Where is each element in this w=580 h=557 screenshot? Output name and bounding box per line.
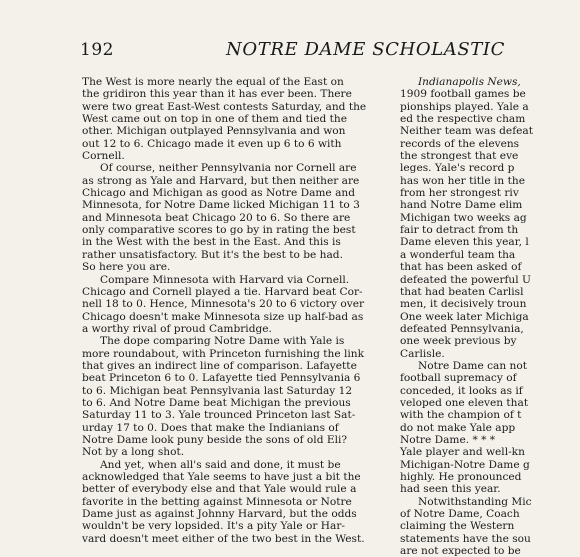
body-line: rather unsatisfactory. But it's the best to be had. <box>82 248 343 261</box>
body-line: wouldn't be very lopsided. It's a pity Yale or Har- <box>82 520 345 533</box>
source-credit: Indianapolis News, <box>418 76 521 88</box>
body-line: Not by a long shot. <box>82 446 185 459</box>
page-number: 192 <box>80 40 114 60</box>
body-line: that has been asked of <box>400 261 522 274</box>
body-line: pionships played. Yale a <box>400 100 529 113</box>
body-line: Chicago and Michigan as good as Notre Dame and <box>82 187 355 200</box>
body-line: football supremacy of <box>400 372 517 385</box>
body-line: are not expected to be <box>400 545 521 557</box>
body-line: Notwithstanding Mic <box>418 495 532 508</box>
body-line: that had beaten Carlisl <box>400 285 524 298</box>
body-line: records of the elevens <box>400 137 520 150</box>
body-line: defeated Pennsylvania, <box>400 322 524 335</box>
body-line: conceded, it looks as if <box>400 384 523 397</box>
body-line: Compare Minnesota with Harvard via Cornell. <box>100 273 350 286</box>
body-line: urday 17 to 0. Does that make the Indianians of <box>82 421 339 434</box>
body-line: Dame just as against Johnny Harvard, but the odds <box>82 508 357 521</box>
body-line: Yale player and well-kn <box>400 446 525 459</box>
body-line: vard doesn't meet either of the two best in the West. <box>82 532 365 545</box>
body-line: Chicago doesn't make Minnesota size up half-bad as <box>82 310 364 323</box>
journal-title: NOTRE DAME SCHOLASTIC <box>226 39 505 60</box>
right-column <box>400 76 580 557</box>
body-line: better of everybody else and that Yale would rule a <box>82 483 357 496</box>
body-line: Neither team was defeat <box>400 125 533 138</box>
body-line: as strong as Yale and Harvard, but then neither are <box>82 174 360 187</box>
body-line: Saturday 11 to 3. Yale trounced Princeton last Sat- <box>82 409 356 422</box>
body-line: fair to detract from th <box>400 224 519 237</box>
body-line: other. Michigan outplayed Pennsylvania and won <box>82 125 346 138</box>
body-line: defeated the powerful U <box>400 273 531 286</box>
body-line: do not make Yale app <box>400 421 516 434</box>
body-line: that gives an indirect line of comparison. Lafayette <box>82 359 357 372</box>
body-line: 1909 football games be <box>400 88 526 101</box>
body-line: statements have the sou <box>400 532 531 545</box>
body-line: highly. He pronounced <box>400 471 522 483</box>
body-line: The dope comparing Notre Dame with Yale is <box>100 335 345 348</box>
body-line: The West is more nearly the equal of the East on <box>82 76 344 88</box>
body-line: a wonderful team tha <box>400 248 516 261</box>
body-line: Michigan-Notre Dame g <box>400 458 530 471</box>
body-line: beat Princeton 6 to 0. Lafayette tied Pennsylvania 6 <box>82 372 361 385</box>
body-line: veloped one eleven that <box>400 396 529 409</box>
body-line: ed the respective cham <box>400 113 526 126</box>
body-line: And yet, when all's said and done, it must be <box>100 458 341 471</box>
body-line: one week previous by <box>400 335 517 348</box>
body-line: Chicago and Cornell played a tie. Harvard beat Cor- <box>82 285 363 298</box>
body-line: from her strongest riv <box>400 187 519 200</box>
body-line: West came out on top in one of them and tied the <box>82 113 348 126</box>
body-line: Notre Dame look puny beside the sons of old Eli? <box>82 433 348 446</box>
body-line: had seen this year. <box>400 483 501 496</box>
body-line: Dame eleven this year, l <box>400 236 529 249</box>
body-line: nell 18 to 0. Hence, Minnesota's 20 to 6 victory over <box>82 298 365 311</box>
body-line: only comparative scores to go by in rating the best <box>82 224 356 237</box>
body-line: claiming the Western <box>400 520 515 533</box>
body-line: in the West with the best in the East. And this is <box>82 236 341 249</box>
body-line: Notre Dame can not <box>418 359 527 372</box>
body-line: of Notre Dame, Coach <box>400 508 520 521</box>
body-line: Minnesota, for Notre Dame licked Michigan 11 to 3 <box>82 199 360 212</box>
body-line: Michigan two weeks ag <box>400 211 527 224</box>
body-line: Carlisle. <box>400 347 445 360</box>
body-line: out 12 to 6. Chicago made it even up 6 to 6 with <box>82 137 342 150</box>
body-line: has won her title in the <box>400 174 525 187</box>
body-line: favorite in the betting against Minnesota or Notre <box>82 495 352 508</box>
body-line: to 6. And Notre Dame beat Michigan the previous <box>82 396 351 409</box>
body-line: Cornell. <box>82 150 125 163</box>
body-line: men, it decisively troun <box>400 298 527 311</box>
body-line: leges. Yale's record p <box>400 162 515 175</box>
left-column <box>82 76 400 545</box>
body-line: the strongest that eve <box>400 150 519 163</box>
body-line: acknowledged that Yale seems to have just a bit the <box>82 471 361 483</box>
body-line: with the champion of t <box>400 409 522 422</box>
body-line: hand Notre Dame elim <box>400 199 523 212</box>
body-line: So here you are. <box>82 261 171 274</box>
body-line: Notre Dame. * * * <box>400 433 496 446</box>
body-line: to 6. Michigan beat Pennsylvania last Saturday 12 <box>82 384 353 397</box>
body-line: the gridiron this year than it has ever been. There <box>82 88 352 101</box>
body-line: more roundabout, with Princeton furnishing the link <box>82 347 364 360</box>
body-line: and Minnesota beat Chicago 20 to 6. So there are <box>82 211 351 224</box>
body-line: One week later Michiga <box>400 310 529 323</box>
body-line: Of course, neither Pennsylvania nor Cornell are <box>100 162 357 175</box>
body-line: a worthy rival of proud Cambridge. <box>82 322 272 335</box>
body-line: were two great East-West contests Saturday, and the <box>82 100 367 113</box>
